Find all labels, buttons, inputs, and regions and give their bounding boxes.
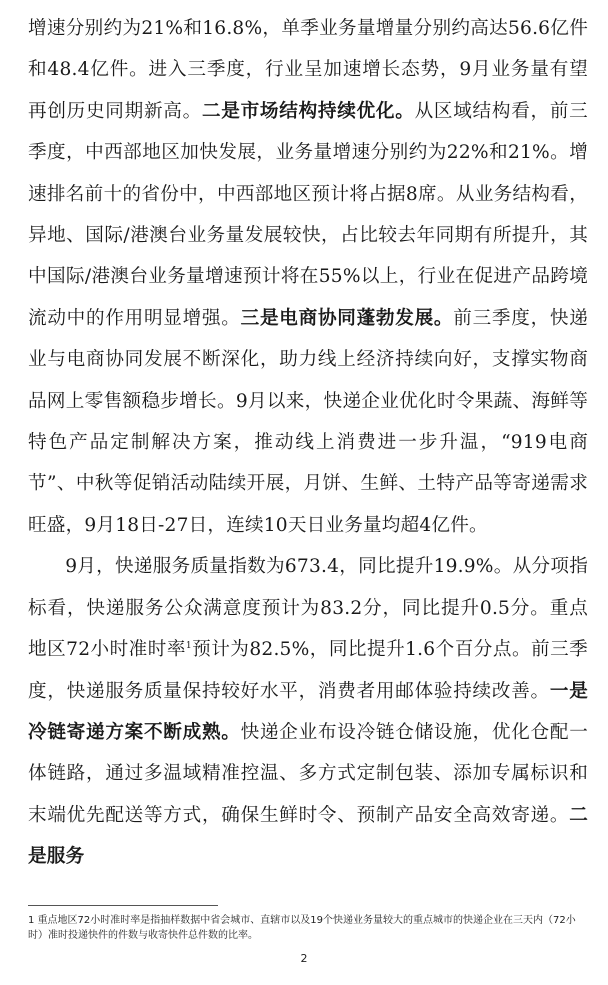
footnote <box>28 913 588 943</box>
body-text <box>28 8 588 878</box>
highlight-service: 二是服务 <box>28 804 588 868</box>
text-run: 增速分别约为21%和16.8%，单季业务量增量分别约高达56.6亿件和48.4亿件。进入三季度，行业呈加速增长态势，9月业务量有望再创历史同期新高。 <box>28 18 588 122</box>
page-number: 2 <box>300 952 308 965</box>
footnote-text: 重点地区72小时准时率是指抽样数据中省会城市、直辖市以及19个快递业务量较大的重点城市的快递企业在三天内（72小时）准时投递快件的件数与收寄快件总件数的比率。 <box>28 915 576 941</box>
text-run: 9月，快递服务质量指数为673.4，同比提升19.9%。从分项指标看，快递服务公众满意度预计为83.2分，同比提升0.5分。重点地区72小时准时率 <box>28 556 588 661</box>
paragraph-express-volume <box>28 8 588 546</box>
footnote-reference[interactable]: 1 <box>185 640 192 651</box>
text-run: 前三季度，快递业与电商协同发展不断深化，助力线上经济持续向好，支撑实物商品网上零售额稳步增长。9月以来，快递企业优化时令果蔬、海鲜等特色产品定制解决方案，推动线上消费进一步升温，“919电商节”、中秋等促销活动陆续开展，月饼、生鲜、土特产品等寄递需求旺盛，9月18日-27日，连续10天日业务量均超4亿件。 <box>28 307 589 536</box>
highlight-market-structure: 二是市场结构持续优化。 <box>201 100 415 122</box>
highlight-ecommerce: 三是电商协同蓬勃发展。 <box>240 307 454 329</box>
text-run: 预计为82.5%，同比提升1.6个百分点。前三季度，快递服务质量保持较好水平，消费者用邮体验持续改善。 <box>28 639 588 702</box>
highlight-cold-chain: 一是冷链寄递方案不断成熟。 <box>28 680 588 743</box>
footnote-number: 1 <box>28 915 35 926</box>
text-run: 从区域结构看，前三季度，中西部地区加快发展，业务量增速分别约为22%和21%。增速排名前十的省份中，中西部地区预计将占据8席。从业务结构看，异地、国际/港澳台业务量发展较快，占比较去年同期有所提升，其中国际/港澳台业务量增速预计将在55%以上，行业在促进产品跨境流动中的作用明显增强。 <box>28 100 588 329</box>
footnote-divider <box>28 905 218 906</box>
text-run: 快递企业布设冷链仓储设施，优化仓配一体链路，通过多温域精准控温、多方式定制包装、添加专属标识和末端优先配送等方式，确保生鲜时令、预制产品安全高效寄递。 <box>28 721 589 826</box>
paragraph-service-quality <box>28 546 588 877</box>
